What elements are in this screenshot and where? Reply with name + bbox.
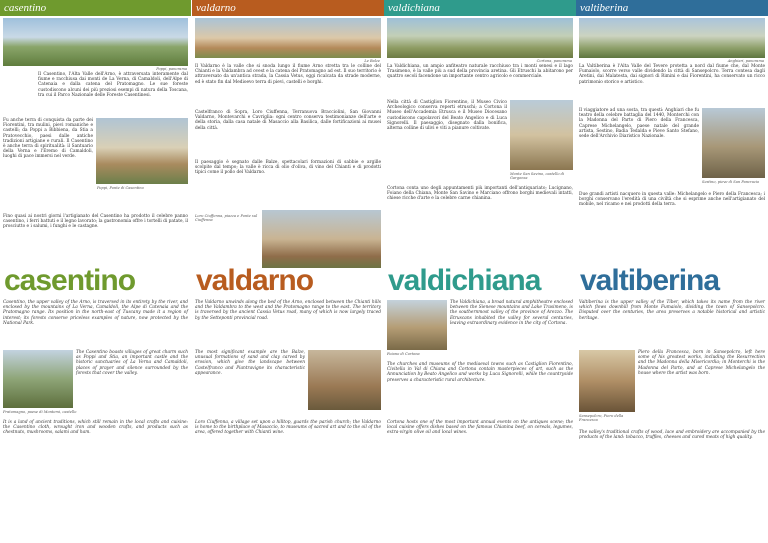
- text-valdichiana-3: Cortona conta uno degli appuntamenti più importanti dell'antiquariato; Lucignano, Foiano della Chiana, Monte San Savino e Marciano offrono borghi medievali intatti, chiese ricche d'arte e la celebre carne chianina.: [387, 186, 573, 202]
- band-valtiberina: [576, 0, 768, 16]
- column-valtiberina: [576, 0, 768, 543]
- photo-cortona: [387, 18, 573, 58]
- text-valdarno-1: Il Valdarno è la valle che si snoda lungo il fiume Arno stretta tra le colline del Chianti e la Valdambra ad ovest e la catena del Pratomagno ad est. Il suo territorio è attraversato da un'antica strada, la Cassia Vetus, oggi ricalcata da strade moderne, ed è stato fin dal Medioevo terra di pievi, castelli e borghi.: [195, 64, 381, 85]
- text-casentino-1: Il Casentino, l'Alta Valle dell'Arno, è attraversata interamente dal fiume e racchiusa dai monti de La Verna, di Camaldoli, dell'Alpe di Catenaia e dalla catena del Pratomagno. Le sue foreste custodiscono alcuni dei più preziosi esempi di natura della Toscana, tra cui il Parco Nazionale delle Foreste Casentinesi.: [38, 72, 188, 98]
- text-casentino-3: Fino quasi ai nostri giorni l'artigianato del Casentino ha prodotto il celebre panno casentino, i ferri battuti e il legno lavorato; la gastronomia offre i tortelli di patate, il prosciutto e i salumi, i funghi e le castagne.: [3, 214, 188, 230]
- text-casentino-en-3: It is a land of ancient traditions, which still remain in the local crafts and cuisine: the Casentino cloth, wrought iron and wooden crafts, and products such as chestnuts, mushrooms, salami and ham.: [3, 420, 188, 436]
- title-valtiberina: valtiberina: [580, 2, 629, 14]
- caption-anghiari: Anghiari, panorama: [727, 59, 764, 63]
- photo-pratomagno: [3, 350, 73, 408]
- photo-balze: [195, 18, 381, 58]
- text-valtiberina-en-3: The valley's traditional crafts of wood, lace and embroidery are accompanied by the products of the land: tobacco, truffles, cheeses and cured meats of high quality.: [579, 430, 765, 441]
- band-casentino: [0, 0, 191, 16]
- text-valdichiana-en-1: The Valdichiana, a broad natural amphitheatre enclosed between the Sienese mountains and Lake Trasimeno, is the southernmost valley of the province of Arezzo. The Etruscans inhabited the valley for several centuries, leaving extraordinary evidence in the city of Cortona.: [450, 300, 573, 326]
- text-casentino-2: Fu anche terra di conquista da parte dei Fiorentini, tra mulini, pievi romaniche e castelli; da Poppi a Bibbiena, da Stia a Pratovecchio, paesi dalle antiche tradizioni artigiane e rurali. Il Casentino è anche terra di spiritualità: il Santuario della Verna e l'Eremo di Camaldoli, luoghi di pace immersi nel verde.: [3, 118, 93, 160]
- big-title-valdichiana: valdichiana: [388, 264, 541, 297]
- photo-gargonza: [510, 100, 573, 170]
- caption-piero: Sansepolcro, Piero della Francesca: [579, 414, 624, 422]
- text-valdarno-en-3: Loro Ciuffenna, a village set upon a hilltop, guards the parish church; the Valdarno is home to the birthplace of Masaccio, to museums of sacred art and to the oil of the area, offered together with Chianti wine.: [195, 420, 381, 436]
- caption-pratomagno: Pratomagno, paese di Montemi, castello: [3, 410, 77, 414]
- text-valtiberina-en-2: Piero della Francesca, born in Sansepolcro, left here some of his greatest works, including the Resurrection and the Madonna della Misericordia; in Monterchi is the Madonna del Parto, and at Caprese Michelangelo the house where the artist was born.: [638, 350, 765, 376]
- caption-poppi: Poppi, panorama: [156, 67, 187, 71]
- photo-foiano: [387, 300, 447, 350]
- column-casentino: [0, 0, 191, 543]
- caption-balze: Le Balze: [364, 59, 380, 63]
- text-casentino-en-1: Casentino, the upper valley of the Arno, is traversed in its entirety by the river, and enclosed by the mountains of La Verna, Camaldoli, the Alpe di Catenaia and the Pratomagno range. Its position in the north-east of Tuscany made it a region of interest; its forests conserve priceless examples of nature, now protected by the National Park.: [3, 300, 188, 326]
- text-valtiberina-1: La Valtiberina è l'Alta Valle del Tevere protetta a nord dal fiume che, dal Monte Fumaiolo, scorre verso valle dividendo la città di Sansepolcro. Terra contesa dagli Aretini, dai Malatesta, dai signori di Rimini e dai Fiorentini, ha conservato un ricco patrimonio storico e artistico.: [579, 64, 765, 85]
- band-valdarno: [192, 0, 384, 16]
- caption-cortona: Cortona, panorama: [536, 59, 572, 63]
- photo-poppi-panorama: [3, 18, 188, 66]
- photo-anghiari: [579, 18, 765, 58]
- title-valdichiana: valdichiana: [388, 2, 440, 14]
- text-valtiberina-3: Due grandi artisti nacquero in questa valle: Michelangelo e Piero della Francesca; i borghi conservano l'eredità di una civiltà che si esprime anche nell'artigianato del mobile, nel ricamo e nei prodotti della terra.: [579, 192, 765, 208]
- caption-sestino: Sestino, pieve di San Pancrazio: [702, 180, 760, 184]
- text-valdarno-2: Castelfranco di Sopra, Loro Ciuffenna, Terranuova Bracciolini, San Giovanni Valdarno, Montevarchi e Cavriglia: ogni centro conserva testimonianze dell'arte e della storia, dalla casa natale di Masaccio alla Basilica, dalle fortificazioni ai musei della città.: [195, 110, 381, 131]
- title-valdarno: valdarno: [196, 2, 236, 14]
- caption-ponte: Poppi, Ponte di Casentino: [97, 186, 144, 190]
- photo-sestino: [702, 108, 765, 178]
- photo-valdarno-detail: [308, 350, 381, 410]
- text-valtiberina-2: Il viaggiatore ad una sosta, tra questi: Anghiari che fu teatro della celebre battaglia del 1440, Monterchi con la Madonna del Parto di Piero della Francesca, Caprese Michelangelo, paese natale del grande artista, Sestino, Badia Tedalda e Pieve Santo Stefano, sede dell'Archivio Diaristico Nazionale.: [579, 108, 699, 140]
- photo-ponte-casentino: [96, 118, 188, 184]
- big-title-valtiberina: valtiberina: [580, 264, 720, 297]
- caption-foiano: Foiano di Cortona: [387, 352, 420, 356]
- text-valdichiana-en-3: Cortona hosts one of the most important annual events on the antiques scene; the local cuisine offers dishes based on the famous Chianina beef, on cereals, legumes, extra-virgin olive oil and local wines.: [387, 420, 573, 436]
- text-valdichiana-2: Nella città di Castiglion Fiorentino, il Museo Civico Archeologico conserva reperti etruschi; a Cortona il Museo dell'Accademia Etrusca e il Museo Diocesano custodiscono capolavori del Beato Angelico e di Luca Signorelli. Il paesaggio, disegnato dalla bonifica, alterna colline di ulivi e viti a pianure coltivate.: [387, 100, 507, 132]
- band-valdichiana: [384, 0, 576, 16]
- big-title-valdarno: valdarno: [196, 264, 314, 297]
- caption-loro: Loro Ciuffenna, piazza e Ponte sul Ciuffenna: [195, 214, 258, 222]
- title-casentino: casentino: [4, 2, 47, 14]
- caption-gargonza: Monte San Savino, castello di Gargonza: [510, 172, 565, 180]
- column-valdarno: [192, 0, 384, 543]
- big-title-casentino: casentino: [4, 264, 136, 297]
- text-valtiberina-en-1: Valtiberina is the upper valley of the Tiber, which takes its name from the river which flows downhill from Monte Fumaiolo, dividing the town of Sansepolcro. Disputed over the centuries, the area preserves a notable historical and artistic heritage.: [579, 300, 765, 321]
- photo-piero: [579, 350, 635, 412]
- text-valdarno-3: Il paesaggio è segnato dalle Balze, spettacolari formazioni di sabbie e argille scolpite dal tempo; la valle è ricca di olio d'oliva, di vino del Chianti e di prodotti tipici come il pollo del Valdarno.: [195, 160, 381, 176]
- photo-loro-ciuffenna: [262, 210, 381, 268]
- text-valdarno-en-2: The most significant example are the Balze, unusual formations of sand and clay carved by erosion, which give the landscape between Castelfranco and Piantravigne its characteristic appearance.: [195, 350, 305, 376]
- text-valdichiana-en-2: The churches and museums of the mediaeval towns such as Castiglion Fiorentino, Civitella in Val di Chiana and Cortona contain masterpieces of art, such as the Annunciation by Beato Angelico and works by Luca Signorelli, while the countryside preserves a characteristic rural architecture.: [387, 362, 573, 383]
- text-valdarno-en-1: The Valdarno unwinds along the bed of the Arno, enclosed between the Chianti hills and the Valdambra to the west and the Pratomagno range to the east. The territory is traversed by the ancient Cassia Vetus road, many of which is now largely traced by the Setteponti provincial road.: [195, 300, 381, 321]
- text-casentino-en-2: The Casentino boasts villages of great charm such as Poppi and Stia, an important castle and the historic sanctuaries of La Verna and Camaldoli, places of prayer and silence surrounded by the forests that cover the valley.: [76, 350, 188, 376]
- column-valdichiana: [384, 0, 576, 543]
- text-valdichiana-1: La Valdichiana, un ampio anfiteatro naturale racchiuso tra i monti senesi e il lago Trasimeno, è la valle più a sud della provincia aretina. Gli Etruschi la abitarono per quattro secoli facendone un importante centro agricolo e commerciale.: [387, 64, 573, 80]
